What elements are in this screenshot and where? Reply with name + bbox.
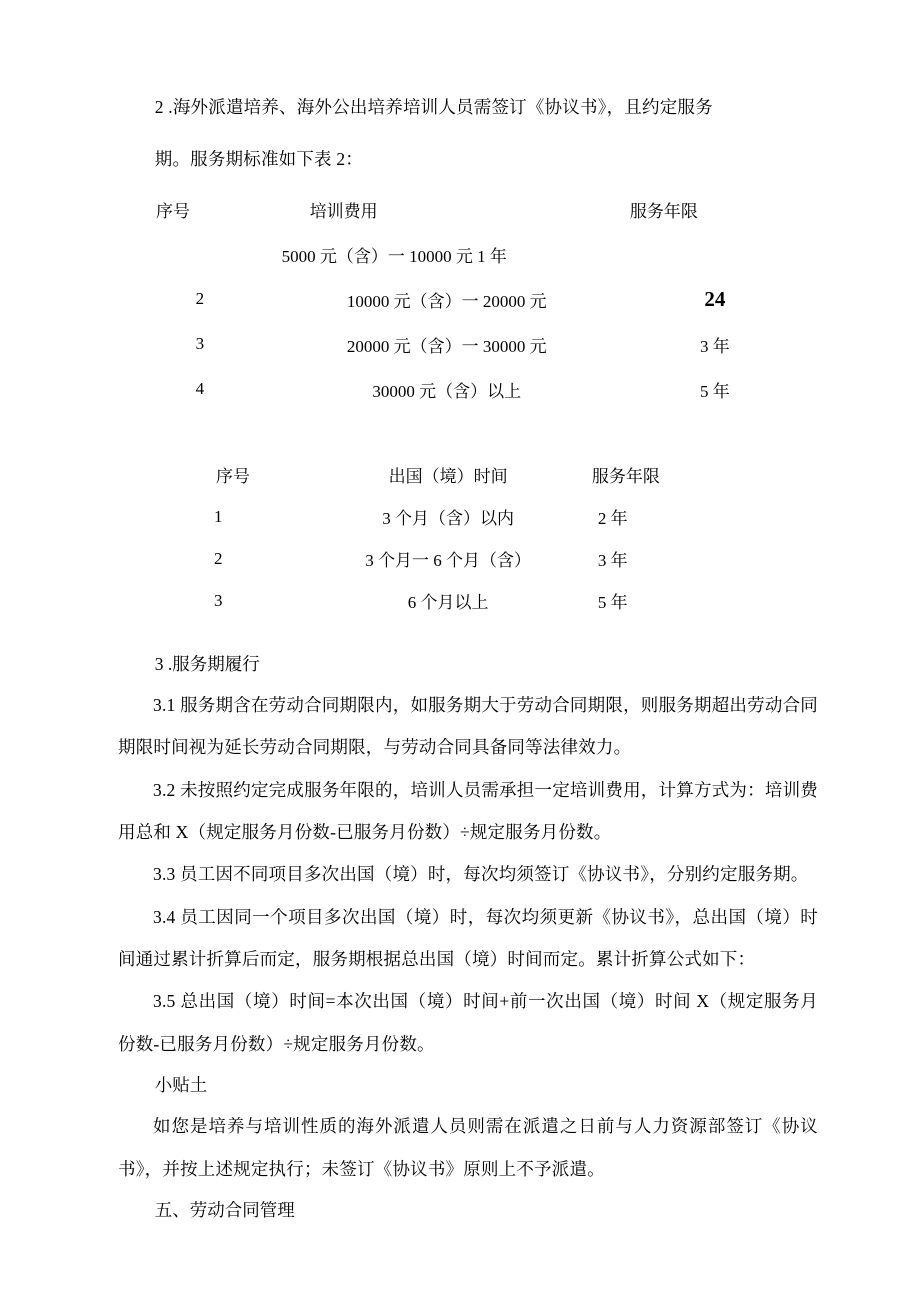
section3-item-3-2: 3.2 未按照约定完成服务年限的，培训人员需承担一定培训费用，计算方式为：培训费用总和 X（规定服务月份数-已服务月份数）÷规定服务月份数。 <box>118 779 818 842</box>
cell-years <box>612 232 818 277</box>
cell-time: 3 个月（含）以内 <box>382 509 514 529</box>
training-fee-table <box>118 187 818 412</box>
cell-time: 3 个月一 6 个月（含） <box>365 551 531 571</box>
cell-no: 2 <box>195 289 205 309</box>
header-cell-no: 序号 <box>216 467 250 487</box>
header-cell-fee: 培训费用 <box>309 201 378 221</box>
table-row <box>118 322 818 367</box>
section3-item-3-3: 3.3 员工因不同项目多次出国（境）时，每次均须签订《协议书》，分别约定服务期。 <box>153 864 809 885</box>
cell-fee: 10000 元（含）一 20000 元 <box>346 291 547 311</box>
section3-item-3-1: 3.1 服务期含在劳动合同期限内，如服务期大于劳动合同期限，则服务期超出劳动合同期限时间视为延长劳动合同期限，与劳动合同具备同等法律效力。 <box>118 694 818 758</box>
paragraph-item2-line2: 期。服务期标准如下表 2： <box>154 149 363 170</box>
cell-fee: 20000 元（含）一 30000 元 <box>346 336 547 356</box>
header-cell-years: 服务年限 <box>629 201 698 221</box>
cell-years: 3 年 <box>700 336 730 356</box>
cell-no: 2 <box>214 548 223 568</box>
header-cell-years: 服务年限 <box>591 467 660 487</box>
cell-fee: 5000 元（含）一 10000 元 1 年 <box>281 246 507 266</box>
section5-title: 五、劳动合同管理 <box>154 1199 295 1220</box>
cell-no: 4 <box>195 379 205 399</box>
cell-fee: 30000 元（含）以上 <box>372 381 522 401</box>
cell-no: 1 <box>214 506 223 526</box>
cell-years: 3 年 <box>597 551 628 571</box>
cell-no <box>118 232 282 277</box>
tips-title: 小贴土 <box>154 1075 208 1096</box>
table-row <box>206 580 766 622</box>
header-cell-time: 出国（境）时间 <box>388 467 508 487</box>
table-header-row <box>206 454 766 496</box>
cell-years: 24 <box>704 286 726 311</box>
cell-no: 3 <box>195 334 205 354</box>
cell-years: 2 年 <box>597 509 628 529</box>
spacer <box>118 128 818 138</box>
document-content <box>118 86 818 1230</box>
table-row <box>118 367 818 412</box>
cell-years: 5 年 <box>597 593 628 613</box>
cell-years: 5 年 <box>700 381 730 401</box>
tips-body: 如您是培养与培训性质的海外派遣人员则需在派遣之日前与人力资源部签订《协议书》，并按上述规定执行；未签订《协议书》原则上不予派遣。 <box>118 1116 818 1179</box>
table-row <box>206 496 766 538</box>
cell-no: 3 <box>214 590 223 610</box>
paragraph-item2-line1: 2 .海外派遣培养、海外公出培养培训人员需签订《协议书》，且约定服务 <box>154 97 713 117</box>
table-row <box>118 277 818 322</box>
header-cell-no: 序号 <box>156 201 190 221</box>
section3-item-3-5: 3.5 总出国（境）时间=本次出国（境）时间+前一次出国（境）时间 X（规定服务月份数-已服务月份数）÷规定服务月份数。 <box>118 991 818 1054</box>
spacer <box>118 622 818 644</box>
cell-time: 6 个月以上 <box>407 593 489 613</box>
section3-title: 3 .服务期履行 <box>154 653 260 674</box>
section3-item-3-4: 3.4 员工因同一个项目多次出国（境）时，每次均须更新《协议书》，总出国（境）时间通过累计折算后而定，服务期根据总出国（境）时间而定。累计折算公式如下： <box>118 906 818 969</box>
table-row <box>206 538 766 580</box>
table-row <box>118 232 818 277</box>
abroad-duration-table <box>206 454 766 622</box>
table-header-row <box>118 187 818 232</box>
